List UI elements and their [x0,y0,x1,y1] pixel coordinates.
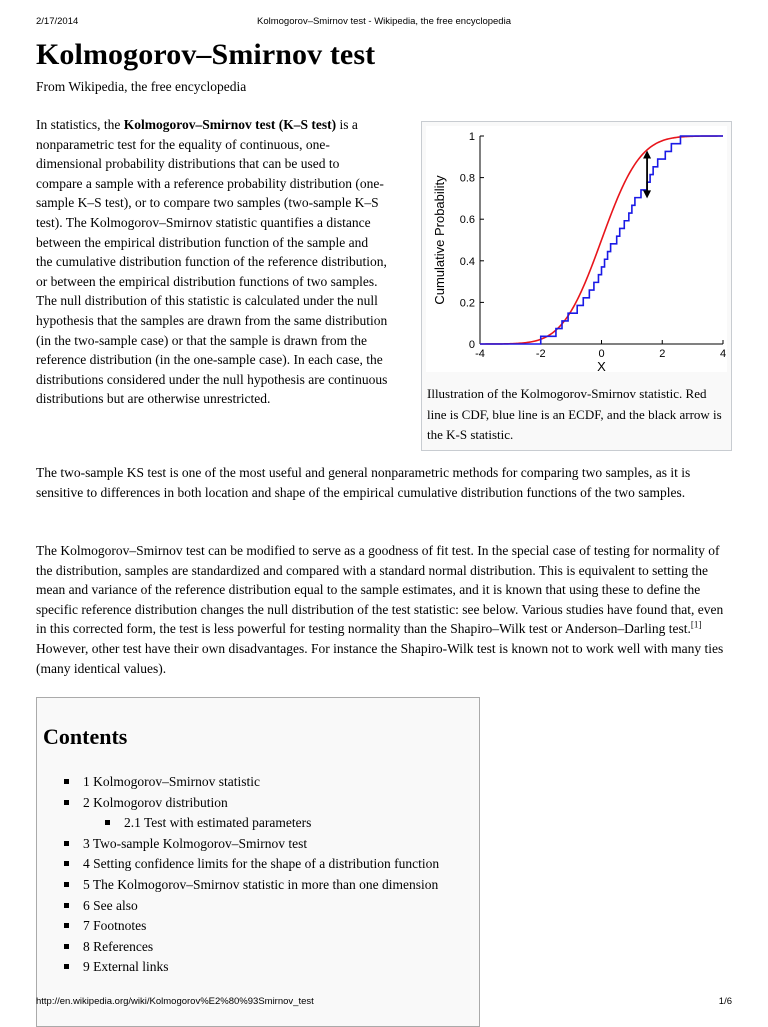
y-tick-label: 1 [468,131,475,143]
x-tick-label: 0 [598,348,605,360]
toc-item[interactable] [37,793,439,814]
reference-link-1[interactable]: [1] [690,619,702,630]
bullet-icon [64,903,69,908]
toc-item-label: 7 Footnotes [83,918,147,934]
lead-text-start: In statistics, the [36,117,124,132]
bullet-icon [64,923,69,928]
toc-subitem[interactable] [37,813,439,834]
toc-list [37,772,439,978]
toc-item-label: 8 References [83,938,154,954]
toc-item-label: 4 Setting confidence limits for the shape of a distribution function [83,856,440,872]
print-page-title: Kolmogorov–Smirnov test - Wikipedia, the free encyclopedia [257,16,511,27]
print-footer [36,996,732,1010]
x-tick-label: 2 [659,348,666,360]
figure-thumbnail [421,121,732,451]
toc-item[interactable] [37,834,439,855]
bullet-icon [64,800,69,805]
x-tick-label: -2 [535,348,546,360]
y-tick-label: 0.2 [459,297,475,310]
site-subtitle: From Wikipedia, the free encyclopedia [36,79,247,94]
bullet-icon [64,882,69,887]
cdf-line [480,136,723,344]
toc-item-label: 9 External links [83,959,169,975]
x-tick-label: -4 [475,348,485,360]
toc-item-label: 6 See also [83,897,138,913]
toc-item-label: 5 The Kolmogorov–Smirnov statistic in more than one dimension [83,876,439,892]
ks-plot[interactable] [426,126,727,372]
x-axis-label: X [597,359,606,372]
toc-item[interactable] [37,772,439,793]
paragraph-two-sample: The two-sample KS test is one of the most useful and general nonparametric methods for comparing two samples, as it is sensitive to differences in both location and shape of the empirical cumulative distribution functions of the two samples. [36,465,691,500]
toc-item[interactable] [37,957,439,978]
table-of-contents [36,697,480,1027]
toc-item[interactable] [37,854,439,875]
toc-item[interactable] [37,916,439,937]
toc-item-label: 3 Two-sample Kolmogorov–Smirnov test [83,835,308,851]
bullet-icon [64,861,69,866]
y-tick-label: 0.8 [459,172,475,185]
y-tick-label: 0.4 [459,255,475,268]
bullet-icon [64,779,69,784]
paragraph-goodness-of-fit [36,541,736,678]
print-header [36,16,732,30]
toc-title: Contents [43,724,128,749]
toc-item[interactable] [37,937,439,958]
ks-arrow-head-bottom [643,190,651,198]
figure-caption: Illustration of the Kolmogorov-Smirnov statistic. Red line is CDF, blue line is an ECDF, and the black arrow is the K-S statistic. [427,386,722,442]
lead-paragraph [36,115,388,409]
lead-text-rest: is a nonparametric test for the equality of continuous, one-dimensional probability distributions that can be used to compare a sample with a reference probability distribution (one-sample K–S test), or to compare two samples (two-sample K–S test). The Kolmogorov–Smirnov statistic quantifies a distance between the empirical distribution function of the sample and the cumulative distribution function of the reference distribution, or between the empirical distribution functions of two samples. The null distribution of this statistic is calculated under the null hypothesis that the samples are drawn from the same distribution (in the two-sample case) or that the sample is drawn from the reference distribution (in the one-sample case). In each case, the distributions considered under the null hypothesis are continuous distributions but are otherwise unrestricted. [36,117,388,407]
x-tick-label: 4 [719,348,727,360]
y-tick-label: 0 [468,339,475,351]
toc-item-label: 2.1 Test with estimated parameters [124,815,312,831]
y-axis-label: Cumulative Probability [432,175,447,305]
bullet-icon [64,964,69,969]
print-date: 2/17/2014 [36,16,79,27]
y-tick-label: 0.6 [459,214,475,227]
toc-item-label: 2 Kolmogorov distribution [83,794,228,810]
bullet-icon [64,944,69,949]
toc-item-label: 1 Kolmogorov–Smirnov statistic [83,774,260,789]
toc-item[interactable] [37,896,439,917]
bullet-icon [105,820,110,825]
page-title: Kolmogorov–Smirnov test [36,38,376,71]
print-page-number: 1/6 [718,996,732,1007]
bullet-icon [64,841,69,846]
para3-text-end: However, other test have their own disadvantages. For instance the Shapiro-Wilk test is known not to work well with many ties (many identical values). [36,640,724,676]
para3-text: The Kolmogorov–Smirnov test can be modified to serve as a goodness of fit test. In the special case of testing for normality of the distribution, samples are standardized and compared with a standard normal distribution. This is equivalent to setting the mean and variance of the reference distribution equal to the sample estimates, and it is known that using these to define the specific reference distribution changes the null distribution of the test statistic: see below. Various studies have found that, even in this corrected form, the test is less powerful for testing normality than the Shapiro–Wilk test or Anderson–Darling test. [36,543,724,637]
lead-bold-term: Kolmogorov–Smirnov test (K–S test) [123,117,337,132]
ks-chart-svg [426,126,727,372]
toc-item[interactable] [37,875,439,896]
print-url: http://en.wikipedia.org/wiki/Kolmogorov%E2%80%93Smirnov_test [36,996,314,1007]
